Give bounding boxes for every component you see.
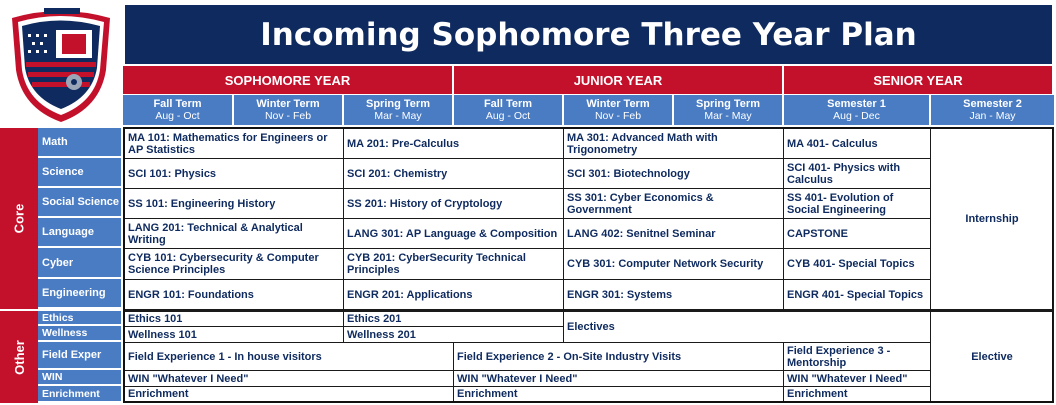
course-cell: CYB 101: Cybersecurity & Computer Science Principles xyxy=(125,249,344,280)
subject-engineering: Engineering xyxy=(38,279,121,309)
group-label-core: Core xyxy=(0,128,38,309)
subject-language: Language xyxy=(38,218,121,248)
electives-cell: Electives xyxy=(564,312,931,343)
year-header-senior: SENIOR YEAR xyxy=(784,66,1054,94)
course-cell: CYB 401- Special Topics xyxy=(784,249,931,280)
subject-ethics: Ethics xyxy=(38,311,121,326)
course-cell: SS 101: Engineering History xyxy=(125,189,344,219)
course-cell: Ethics 101 xyxy=(125,312,344,327)
course-cell: ENGR 301: Systems xyxy=(564,280,784,310)
course-cell: WIN "Whatever I Need" xyxy=(784,371,931,387)
course-cell: LANG 301: AP Language & Composition xyxy=(344,219,564,249)
subject-field-experience: Field Exper xyxy=(38,342,121,370)
term-header: Semester 1 Aug - Dec xyxy=(784,94,931,125)
course-cell: LANG 402: Senitnel Seminar xyxy=(564,219,784,249)
course-cell: ENGR 401- Special Topics xyxy=(784,280,931,310)
course-cell: Field Experience 1 - In house visitors xyxy=(125,343,454,371)
course-cell: WIN "Whatever I Need" xyxy=(454,371,784,387)
course-cell: SCI 401- Physics with Calculus xyxy=(784,159,931,189)
course-cell: SCI 101: Physics xyxy=(125,159,344,189)
course-cell: SCI 301: Biotechnology xyxy=(564,159,784,189)
course-cell: MA 201: Pre-Calculus xyxy=(344,129,564,159)
term-header: Winter Term Nov - Feb xyxy=(564,94,674,125)
course-cell: Field Experience 3 - Mentorship xyxy=(784,343,931,371)
internship-cell: Internship xyxy=(931,129,1054,310)
subject-win: WIN xyxy=(38,370,121,386)
term-header: Semester 2 Jan - May xyxy=(931,94,1054,125)
course-cell: MA 101: Mathematics for Engineers or AP Statistics xyxy=(125,129,344,159)
term-header: Spring Term Mar - May xyxy=(674,94,784,125)
course-cell: SS 401- Evolution of Social Engineering xyxy=(784,189,931,219)
group-label-other: Other xyxy=(0,311,38,403)
plan-grid xyxy=(123,127,1054,403)
subject-wellness: Wellness xyxy=(38,326,121,342)
year-header-sophomore: SOPHOMORE YEAR xyxy=(123,66,454,94)
course-cell: ENGR 101: Foundations xyxy=(125,280,344,310)
course-cell: Field Experience 2 - On-Site Industry Visits xyxy=(454,343,784,371)
course-cell: ENGR 201: Applications xyxy=(344,280,564,310)
subject-science: Science xyxy=(38,158,121,188)
course-cell: SS 301: Cyber Economics & Government xyxy=(564,189,784,219)
subject-social-science: Social Science xyxy=(38,188,121,218)
course-cell: LANG 201: Technical & Analytical Writing xyxy=(125,219,344,249)
course-cell: Enrichment xyxy=(784,387,931,401)
term-header: Fall Term Aug - Oct xyxy=(454,94,564,125)
elective-cell: Elective xyxy=(931,312,1054,401)
course-cell: WIN "Whatever I Need" xyxy=(125,371,454,387)
course-cell: Ethics 201 xyxy=(344,312,564,327)
course-cell: Enrichment xyxy=(125,387,454,401)
course-cell: SCI 201: Chemistry xyxy=(344,159,564,189)
course-cell: MA 401- Calculus xyxy=(784,129,931,159)
term-header: Fall Term Aug - Oct xyxy=(123,94,234,125)
course-cell: SS 201: History of Cryptology xyxy=(344,189,564,219)
subject-enrichment: Enrichment xyxy=(38,386,121,403)
term-header: Winter Term Nov - Feb xyxy=(234,94,344,125)
course-cell: Wellness 201 xyxy=(344,327,564,343)
course-cell: CYB 301: Computer Network Security xyxy=(564,249,784,280)
course-cell: Wellness 101 xyxy=(125,327,344,343)
course-cell: Enrichment xyxy=(454,387,784,401)
subject-cyber: Cyber xyxy=(38,248,121,279)
term-header: Spring Term Mar - May xyxy=(344,94,454,125)
course-cell: MA 301: Advanced Math with Trigonometry xyxy=(564,129,784,159)
subject-math: Math xyxy=(38,128,121,158)
school-crest-icon xyxy=(0,0,123,126)
school-logo xyxy=(0,0,123,126)
year-header-junior: JUNIOR YEAR xyxy=(454,66,784,94)
page-title: Incoming Sophomore Three Year Plan xyxy=(123,3,1054,66)
course-cell: CAPSTONE xyxy=(784,219,931,249)
course-cell: CYB 201: CyberSecurity Technical Principles xyxy=(344,249,564,280)
